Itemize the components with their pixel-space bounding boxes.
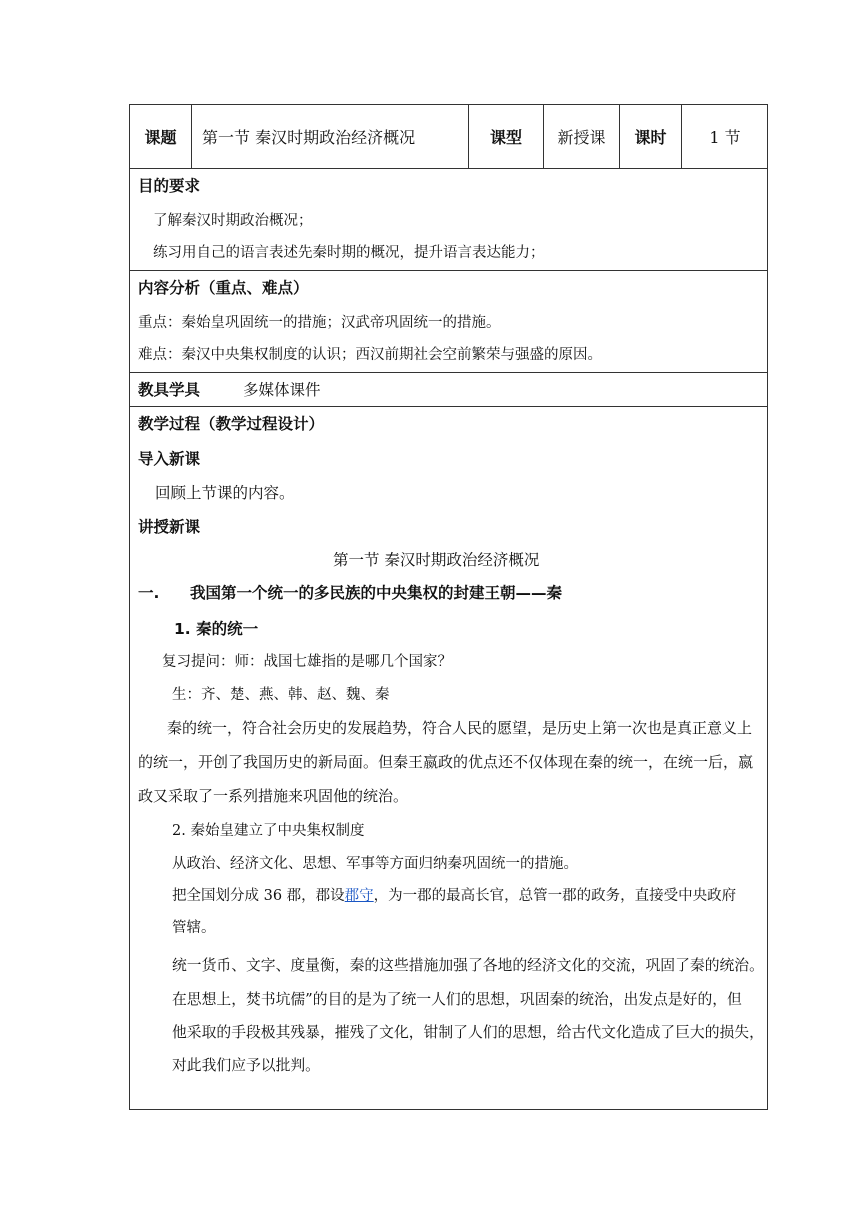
- subsection-title-2: 2. 秦始皇建立了中央集权制度: [172, 823, 365, 839]
- measures-intro: 从政治、经济文化、思想、军事等方面归纳秦巩固统一的措施。: [172, 856, 578, 872]
- topic-label: 课题: [144, 127, 177, 147]
- measure-text: 把全国划分成 36 郡，郡设: [172, 888, 345, 904]
- section-number: 一.: [138, 584, 160, 602]
- divider: [129, 168, 768, 169]
- divider: [129, 372, 768, 373]
- tools-label: 教具学具: [138, 381, 201, 399]
- review-question: 复习提问：师：战国七雄指的是哪几个国家？: [162, 654, 452, 670]
- tools-value: 多媒体课件: [243, 381, 321, 399]
- measure-line: 管辖。: [172, 920, 216, 936]
- difficult-point: 难点：秦汉中央集权制度的认识；西汉前期社会空前繁荣与强盛的原因。: [138, 347, 602, 363]
- objectives-title: 目的要求: [138, 177, 201, 195]
- lecture-title: 讲授新课: [138, 518, 201, 536]
- intro-title: 导入新课: [138, 450, 201, 468]
- paragraph-line: 政又采取了一系列措施来巩固他的统治。: [138, 787, 409, 805]
- paragraph-line: 秦的统一，符合社会历史的发展趋势，符合人民的愿望，是历史上第一次也是真正意义上: [167, 719, 753, 737]
- measure-line: 他采取的手段极其残暴，摧残了文化，钳制了人们的思想，给古代文化造成了巨大的损失，: [172, 1024, 764, 1041]
- type-label: 课型: [489, 127, 522, 147]
- measure-text: ，为一郡的最高长官，总管一郡的政务，直接受中央政府: [373, 888, 737, 904]
- measure-line: [172, 886, 736, 906]
- divider: [129, 406, 768, 407]
- objective-item: 了解秦汉时期政治概况；: [153, 213, 313, 229]
- measure-line: 在思想上，焚书坑儒”的目的是为了统一人们的思想，巩固秦的统治，出发点是好的，但: [172, 991, 742, 1008]
- junshou-link[interactable]: 郡守: [344, 888, 374, 904]
- process-title: 教学过程（教学过程设计）: [138, 415, 325, 433]
- measure-line: 对此我们应予以批判。: [172, 1057, 320, 1074]
- section-title: 我国第一个统一的多民族的中央集权的封建王朝——秦: [190, 584, 563, 602]
- intro-text: 回顾上节课的内容。: [155, 484, 295, 502]
- subsection-title: 1. 秦的统一: [174, 620, 259, 638]
- objective-item: 练习用自己的语言表述先秦时期的概况，提升语言表达能力；: [153, 245, 545, 261]
- period-label: 课时: [634, 127, 667, 147]
- type-value: 新授课: [557, 127, 606, 147]
- measure-line: 统一货币、文字、度量衡，秦的这些措施加强了各地的经济文化的交流，巩固了秦的统治。: [172, 957, 764, 974]
- divider: [129, 270, 768, 271]
- period-value: 1 节: [709, 127, 741, 147]
- analysis-title: 内容分析（重点、难点）: [138, 279, 309, 297]
- key-point: 重点：秦始皇巩固统一的措施；汉武帝巩固统一的措施。: [138, 315, 501, 331]
- paragraph-line: 的统一，开创了我国历史的新局面。但秦王嬴政的优点还不仅体现在秦的统一，在统一后，嬴: [138, 753, 754, 771]
- topic-value: 第一节 秦汉时期政治经济概况: [202, 127, 416, 147]
- review-answer: 生：齐、楚、燕、韩、赵、魏、秦: [172, 687, 390, 703]
- lesson-title: 第一节 秦汉时期政治经济概况: [333, 551, 540, 569]
